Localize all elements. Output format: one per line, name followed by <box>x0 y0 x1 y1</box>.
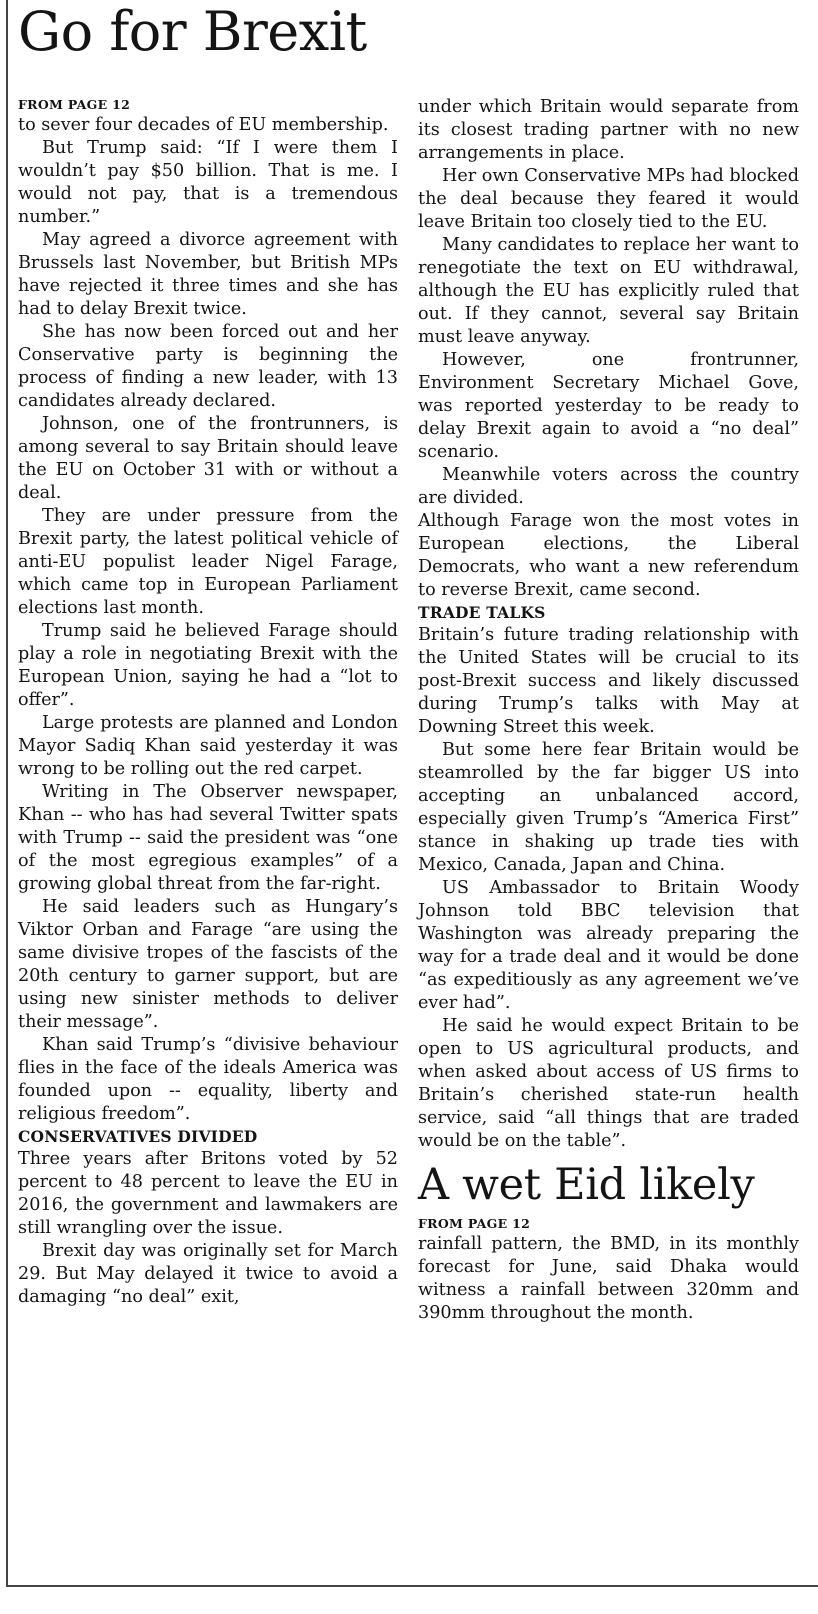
continuation-label: FROM PAGE 12 <box>18 97 131 112</box>
article-paragraph: Three years after Britons voted by 52 percent to 48 percent to leave the EU in 2016, the government and lawmakers are still wrangling over the issue. <box>18 1149 398 1238</box>
article-paragraph: May agreed a divorce agreement with Brussels last November, but British MPs have rejected it three times and she has had to delay Brexit twice. <box>18 230 398 319</box>
article-paragraph: rainfall pattern, the BMD, in its monthly forecast for June, said Dhaka would witness a rainfall between 320mm and 390mm throughout the month. <box>418 1234 799 1323</box>
left-column <box>18 96 398 1309</box>
article-paragraph: She has now been forced out and her Conservative party is beginning the process of finding a new leader, with 13 candidates already declared. <box>18 322 398 411</box>
article-paragraph: Meanwhile voters across the country are divided. <box>418 465 799 508</box>
headline-wet-eid: A wet Eid likely <box>418 1160 755 1210</box>
section-subhead: TRADE TALKS <box>418 603 546 622</box>
headline-go-for-brexit: Go for Brexit <box>18 0 367 63</box>
eid-article-body <box>418 1233 799 1325</box>
article-paragraph: Large protests are planned and London Mayor Sadiq Khan said yesterday it was wrong to be rolling out the red carpet. <box>18 713 398 779</box>
article-paragraph: US Ambassador to Britain Woody Johnson told BBC television that Washington was already preparing the way for a trade deal and it would be done “as expeditiously as any agreement we’ve ever had”. <box>418 878 799 1013</box>
right-column-body <box>418 96 799 1153</box>
right-column <box>418 96 799 1325</box>
section-subhead: CONSERVATIVES DIVIDED <box>18 1127 258 1146</box>
article-paragraph: They are under pressure from the Brexit party, the latest political vehicle of anti-EU populist leader Nigel Farage, which came top in European Parliament elections last month. <box>18 506 398 618</box>
article-paragraph: He said leaders such as Hungary’s Viktor Orban and Farage “are using the same divisive tropes of the fascists of the 20th century to garner support, but are using new sinister methods to deliver their message”. <box>18 897 398 1032</box>
continuation-label-eid: FROM PAGE 12 <box>418 1216 531 1231</box>
article-paragraph: Trump said he believed Farage should play a role in negotiating Brexit with the European Union, saying he had a “lot to offer”. <box>18 621 398 710</box>
left-column-rule <box>6 0 8 1585</box>
article-paragraph: Khan said Trump’s “divisive behaviour flies in the face of the ideals America was founded upon -- equality, liberty and religious freedom”. <box>18 1035 398 1124</box>
article-paragraph: Many candidates to replace her want to renegotiate the text on EU withdrawal, although the EU has explicitly ruled that out. If they cannot, several say Britain must leave anyway. <box>418 235 799 347</box>
bottom-rule <box>6 1585 818 1587</box>
article-paragraph: under which Britain would separate from its closest trading partner with no new arrangements in place. <box>418 97 799 163</box>
article-paragraph: Britain’s future trading relationship with the United States will be crucial to its post-Brexit success and likely discussed during Trump’s talks with May at Downing Street this week. <box>418 625 799 737</box>
article-paragraph: Writing in The Observer newspaper, Khan -- who has had several Twitter spats with Trump -- said the president was “one of the most egregious examples” of a growing global threat from the far-right. <box>18 782 398 894</box>
article-paragraph: to sever four decades of EU membership. <box>18 115 389 135</box>
article-paragraph: Her own Conservative MPs had blocked the deal because they feared it would leave Britain too closely tied to the EU. <box>418 166 799 232</box>
left-column-body <box>18 114 398 1309</box>
article-paragraph: He said he would expect Britain to be open to US agricultural products, and when asked about access of US firms to Britain’s cherished state-run health service, said “all things that are traded would be on the table”. <box>418 1016 799 1151</box>
article-paragraph: Although Farage won the most votes in European elections, the Liberal Democrats, who want a new referendum to reverse Brexit, came second. <box>418 511 799 600</box>
article-paragraph: However, one frontrunner, Environment Secretary Michael Gove, was reported yesterday to be ready to delay Brexit again to avoid a “no deal” scenario. <box>418 350 799 462</box>
article-paragraph: But some here fear Britain would be steamrolled by the far bigger US into accepting an unbalanced accord, especially given Trump’s “America First” stance in shaking up trade ties with Mexico, Canada, Japan and China. <box>418 740 799 875</box>
article-paragraph: Brexit day was originally set for March 29. But May delayed it twice to avoid a damaging “no deal” exit, <box>18 1241 398 1307</box>
article-paragraph: Johnson, one of the frontrunners, is among several to say Britain should leave the EU on October 31 with or without a deal. <box>18 414 398 503</box>
article-paragraph: But Trump said: “If I were them I wouldn’t pay $50 billion. That is me. I would not pay, that is a tremendous number.” <box>18 138 398 227</box>
